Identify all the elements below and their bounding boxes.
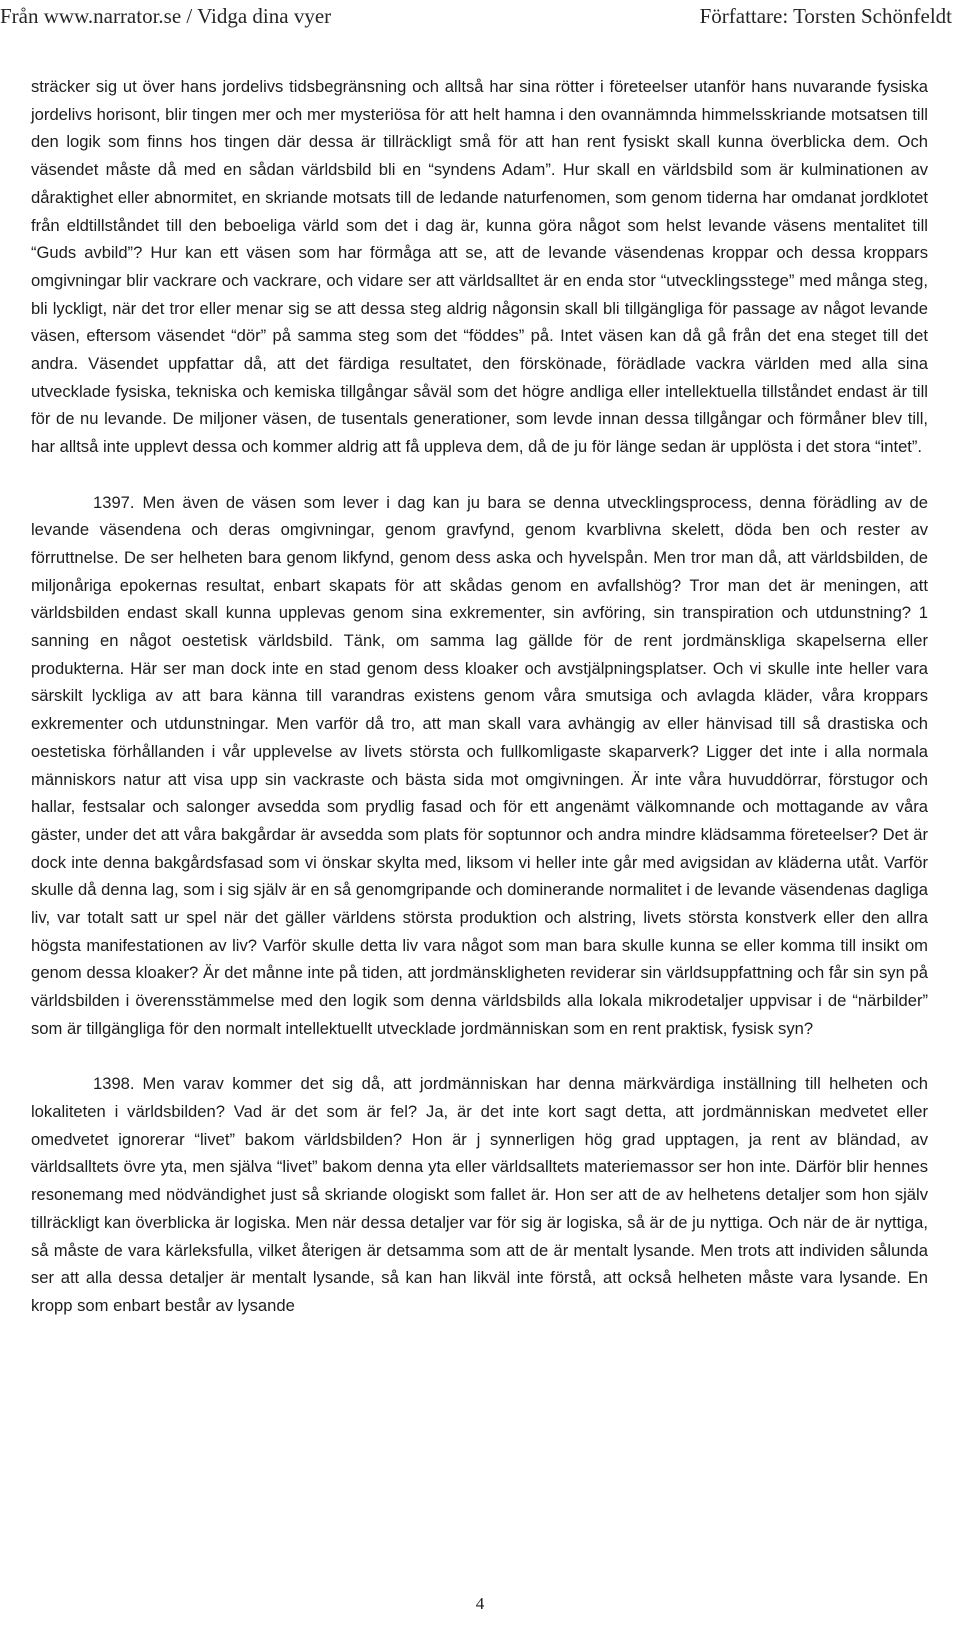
paragraph-continued [31, 73, 928, 461]
paragraph-text: sträcker sig ut över hans jordelivs tidsbegränsning och alltså har sina rötter i företeelser utanför hans nuvarande fysiska jordelivs horisont, blir tingen mer och mer mysteriösa för att helt hamna i den ovannämnda himmelsskriande motsatsen till den logik som finns hos tingen där dessa är tillräckligt små för att han rent fysiskt skall kunna överblicka dem. Och väsendet måste då med en sådan världsbild bli en “syndens Adam”. Hur skall en världsbild som är kulminationen av dåraktighet eller abnormitet, en skriande motsats till de ledande naturfenomen, som genom tiderna har omdanat jordklotet från eldtillståndet till den beboeliga värld som det i dag är, kunna göra något som helst levande väsens mentalitet till “Guds avbild”? Hur kan ett väsen som har förmåga att se, att de levande väsendenas kroppar och dessa kroppars omgivningar blir vackrare och vackrare, och vidare ser att världsalltet är en enda stor “utvecklingsstege” med många steg, bli lyckligt, när det tror eller menar sig se att dessa steg aldrig någonsin skall bli tillgängliga för passage av något levande väsen, eftersom väsendet “dör” på samma steg som det “föddes” på. Intet väsen kan då gå från det ena steget till det andra. Väsendet uppfattar då, att det färdiga resultatet, den förskönade, förädlade vackra världen med alla sina utvecklade fysiska, tekniska och kemiska tillgångar såväl som det högre andliga eller intellektuella tillståndet endast är till för de nu levande. De miljoner väsen, de tusentals generationer, som levde innan dessa tillgångar och förmåner blev till, har alltså inte upplevt dessa och kommer aldrig att få uppleva dem, då de ju för länge sedan är upplösta i det stora “intet”. [31, 77, 928, 457]
paragraph-1397 [31, 489, 928, 1043]
paragraph-text: Men även de väsen som lever i dag kan ju bara se denna utvecklingsprocess, denna förädling av de levande väsendena och deras omgivningar, genom gravfynd, genom kvarblivna skelett, döda ben och rester av förruttnelse. De ser helheten bara genom likfynd, genom dess aska och hyvelspån. Men tror man då, att världsbilden, de miljonåriga epokernas resultat, enbart skapats för att skådas genom en avfallshög? Tror man det är meningen, att världsbilden endast skall kunna upplevas genom sina exkrementer, sin avföring, sin transpiration och utdunstning? 1 sanning en något oestetisk världsbild. Tänk, om samma lag gällde för de rent jordmänskliga skapelserna eller produkterna. Här ser man dock inte en stad genom dess kloaker och avstjälpningsplatser. Och vi skulle inte heller vara särskilt lyckliga av att bara känna till varandras existens genom våra smutsiga och avlagda kläder, våra kroppars exkrementer och utdunstningar. Men varför då tro, att man skall vara avhängig av eller hänvisad till så drastiska och oestetiska förhållanden i vår upplevelse av livets största och fullkomligaste skaparverk? Ligger det inte i alla normala människors natur att visa upp sin vackraste och bästa sida mot omgivningen. Är inte våra huvuddörrar, förstugor och hallar, festsalar och salonger avsedda som prydlig fasad och för ett angenämt välkomnande och mottagande av våra gäster, under det att våra bakgårdar är avsedda som plats för soptunnor och andra mindre klädsamma företeelser? Det är dock inte denna bakgårdsfasad som vi önskar skylta med, liksom vi heller inte går med avigsidan av kläderna utåt. Varför skulle då denna lag, som i sig själv är en så genomgripande och dominerande normalitet i de levande väsendenas dagliga liv, var totalt satt ur spel när det gäller världens största produktion och alstring, livets största konstverk eller den allra högsta manifestationen av liv? Varför skulle detta liv vara något som man bara skulle kunna se eller komma till insikt om genom dessa kloaker? Är det månne inte på tiden, att jordmänskligheten reviderar sin världsuppfattning och får sin syn på världsbilden i överensstämmelse med den logik som denna världsbilds alla lokala mikrodetaljer uppvisar i de “närbilder” som är tillgängliga för den normalt intellektuellt utvecklade jordmänniskan som en rent praktisk, fysisk syn? [31, 492, 928, 1038]
paragraph-number: 1398. [93, 1074, 135, 1094]
page-number: 4 [475, 1594, 485, 1613]
paragraph-number: 1397. [93, 492, 135, 512]
page-header [0, 4, 960, 34]
document-body [31, 73, 928, 1320]
paragraph-1398 [31, 1070, 928, 1319]
header-source: Från www.narrator.se / Vidga dina vyer [0, 4, 332, 28]
header-author: Författare: Torsten Schönfeldt [699, 4, 952, 28]
paragraph-text: Men varav kommer det sig då, att jordmänniskan har denna märkvärdiga inställning till helheten och lokaliteten i världsbilden? Vad är det som är fel? Ja, är det inte kort sagt detta, att jordmänniskan medvetet eller omedvetet ignorerar “livet” bakom världsbilden? Hon är j synnerligen hög grad upptagen, ja rent av bländad, av världsalltets övre yta, men själva “livet” bakom denna yta eller världsalltets materiemassor ser hon inte. Därför blir hennes resonemang med nödvändighet just så skriande ologiskt som fallet är. Hon ser att de av helhetens detaljer som hon själv tillräckligt kan överblicka är logiska. Men när dessa detaljer var för sig är logiska, så är de ju nyttiga. Och när de är nyttiga, så måste de vara kärleksfulla, vilket återigen är detsamma som att de är mentalt lysande. Men trots att individen sålunda ser att alla dessa detaljer är mentalt lysande, så kan han likväl inte förstå, att också helheten måste vara lysande. En kropp som enbart består av lysande [31, 1074, 928, 1315]
